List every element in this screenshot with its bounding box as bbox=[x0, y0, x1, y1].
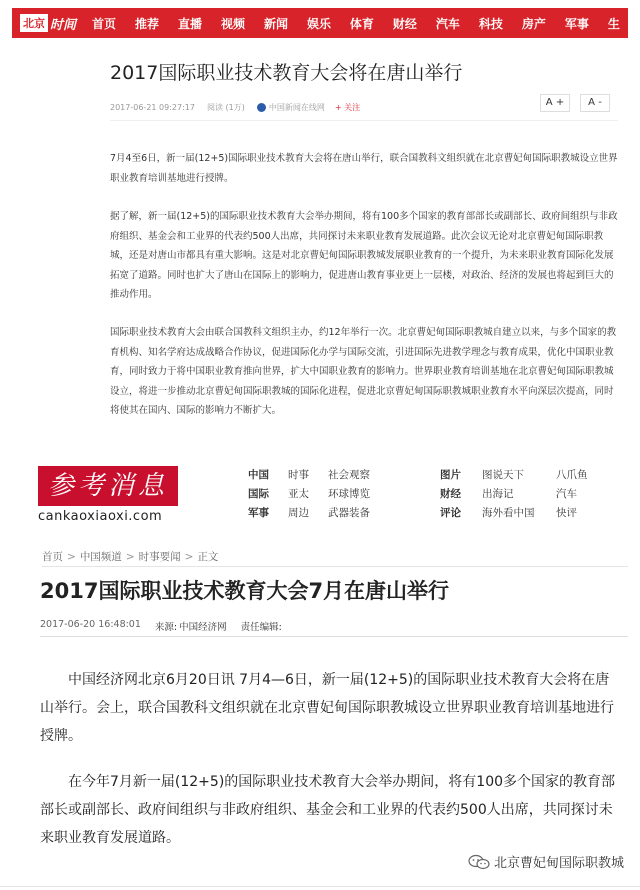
breadcrumb-separator: > bbox=[125, 550, 135, 563]
ck-link-overseas-view[interactable]: 海外看中国 bbox=[482, 507, 535, 519]
font-decrease-button[interactable]: A - bbox=[580, 94, 610, 112]
nav-item-tech[interactable]: 科技 bbox=[478, 16, 503, 31]
ck-link-global-expo[interactable]: 环球博览 bbox=[328, 488, 370, 500]
ck-link-social[interactable]: 社会观察 bbox=[328, 469, 370, 481]
breadcrumb bbox=[42, 549, 218, 564]
ck-cat-military[interactable]: 军事 bbox=[248, 507, 269, 519]
nav-item-realestate[interactable]: 房产 bbox=[521, 16, 546, 31]
bottom-border bbox=[0, 886, 640, 887]
media-logo-icon bbox=[257, 103, 266, 112]
follow-button[interactable]: + 关注 bbox=[334, 102, 361, 112]
article1-source[interactable]: 中国新闻在线网 bbox=[268, 102, 325, 112]
wechat-icon bbox=[468, 854, 490, 870]
article1-paragraph-1: 7月4至6日，新一届(12+5)国际职业技术教育大会将在唐山举行，联合国教科文组织就在北京曹妃甸国际职教城设立世界职业教育培训基地进行授牌。 bbox=[110, 153, 618, 184]
nav-item-news[interactable]: 新闻 bbox=[263, 16, 288, 31]
logo-text: 时间 bbox=[50, 17, 77, 33]
ck-link-asia-pacific[interactable]: 亚太 bbox=[288, 488, 309, 500]
wechat-watermark bbox=[464, 850, 628, 873]
article1-meta bbox=[110, 97, 618, 117]
font-increase-button[interactable]: A + bbox=[540, 94, 570, 112]
cankaoxiaoxi-logo[interactable]: 参考消息 bbox=[38, 466, 178, 506]
nav-item-sports[interactable]: 体育 bbox=[349, 16, 374, 31]
article2-title: 2017国际职业技术教育大会7月在唐山举行 bbox=[40, 579, 450, 603]
ck-link-auto[interactable]: 汽车 bbox=[556, 488, 577, 500]
ck-link-current[interactable]: 时事 bbox=[288, 469, 309, 481]
article2-editor-label: 责任编辑: bbox=[240, 622, 282, 633]
ck-link-quick-comment[interactable]: 快评 bbox=[556, 507, 577, 519]
breadcrumb-separator: > bbox=[184, 550, 194, 563]
ck-link-overseas[interactable]: 出海记 bbox=[482, 488, 514, 500]
ck-cat-photo[interactable]: 图片 bbox=[440, 469, 461, 481]
article2-paragraph-2: 在今年7月新一届(12+5)的国际职业技术教育大会举办期间，将有100多个国家的教育部部长或副部长、政府间组织与非政府组织、基金会和工业界的代表约500人出席，共同探讨未来职业教育发展道路。 bbox=[40, 774, 616, 846]
article1-title: 2017国际职业技术教育大会将在唐山举行 bbox=[110, 62, 463, 84]
nav-item-live[interactable]: 直播 bbox=[177, 16, 202, 31]
breadcrumb-home[interactable]: 首页 bbox=[42, 551, 63, 563]
ck-cat-china[interactable]: 中国 bbox=[248, 469, 269, 481]
breadcrumb-separator: > bbox=[67, 550, 76, 563]
nav-item-finance[interactable]: 财经 bbox=[392, 16, 417, 31]
article1-reads: 阅读 (1万) bbox=[206, 102, 245, 112]
ck-cat-finance[interactable]: 财经 bbox=[440, 488, 461, 500]
cankaoxiaoxi-domain: cankaoxiaoxi.com bbox=[38, 509, 163, 524]
nav-item-home[interactable]: 首页 bbox=[92, 16, 117, 31]
article2-meta bbox=[40, 619, 298, 633]
breadcrumb-current: 正文 bbox=[197, 551, 219, 563]
nav-item-auto[interactable]: 汽车 bbox=[435, 16, 460, 31]
nav-item-entertainment[interactable]: 娱乐 bbox=[306, 16, 331, 31]
nav-items bbox=[82, 15, 628, 32]
ck-link-neighbors[interactable]: 周边 bbox=[288, 507, 309, 519]
nav-item-military[interactable]: 军事 bbox=[564, 16, 589, 31]
watermark-text: 北京曹妃甸国际职教城 bbox=[493, 856, 624, 871]
article2-source-label: 来源: bbox=[154, 622, 178, 633]
ck-link-weapons[interactable]: 武器装备 bbox=[328, 507, 370, 519]
logo-box: 北京 bbox=[20, 14, 48, 32]
nav-item-life[interactable]: 生 bbox=[607, 16, 620, 31]
ck-link-octopus[interactable]: 八爪鱼 bbox=[556, 469, 588, 481]
article1-paragraph-2: 据了解，新一届(12+5)的国际职业技术教育大会举办期间，将有100多个国家的教育部部长或副部长、政府间组织与非政府组织、基金会和工业界的代表约500人出席，共同探讨未来职业教育发展道路。此次会议无论对北京曹妃甸国际职教城，还是对唐山市都具有重大影响。这是对北京曹妃甸国际职教城发展职业教育的一个提升，为未来职业教育国际化发展拓宽了道路。同时也扩大了唐山在国际上的影响力，促进唐山教育事业更上一层楼，对政治、经济的发展也将起到巨大的推动作用。 bbox=[110, 211, 618, 300]
breadcrumb-divider bbox=[42, 566, 628, 567]
article1-date: 2017-06-21 09:27:17 bbox=[110, 102, 195, 112]
ck-cat-intl[interactable]: 国际 bbox=[248, 488, 269, 500]
article1-divider bbox=[110, 120, 618, 121]
site-logo[interactable] bbox=[12, 8, 82, 38]
ck-cat-comment[interactable]: 评论 bbox=[440, 507, 461, 519]
nav-item-video[interactable]: 视频 bbox=[220, 16, 245, 31]
article1-paragraph-3: 国际职业技术教育大会由联合国教科文组织主办，约12年举行一次。北京曹妃甸国际职教城自建立以来，与多个国家的教育机构、知名学府达成战略合作协议，促进国际化办学与国际交流，引进国际先进教学理念与教育成果，优化中国职业教育，同时致力于将中国职业教育推向世界，扩大中国职业教育的影响力。世界职业教育培训基地在北京曹妃甸国际职教城设立，将进一步推动北京曹妃甸国际职教城的国际化进程，促进北京曹妃甸国际职教城职业教育水平向深层次提高，同时将使其在国内、国际的影响力不断扩大。 bbox=[110, 327, 617, 416]
article2-paragraph-1: 中国经济网北京6月20日讯 7月4—6日，新一届(12+5)的国际职业技术教育大会将在唐山举行。会上，联合国教科文组织就在北京曹妃甸国际职教城设立世界职业教育培训基地进行授牌。 bbox=[40, 672, 614, 744]
nav-item-recommend[interactable]: 推荐 bbox=[135, 16, 160, 31]
breadcrumb-news[interactable]: 时事要闻 bbox=[138, 551, 181, 563]
article2-source[interactable]: 中国经济网 bbox=[179, 622, 227, 633]
top-nav-bar bbox=[12, 8, 628, 38]
article2-date: 2017-06-20 16:48:01 bbox=[40, 619, 141, 630]
breadcrumb-china-channel[interactable]: 中国频道 bbox=[79, 551, 122, 563]
article2-divider bbox=[40, 636, 628, 637]
ck-link-world-pics[interactable]: 图说天下 bbox=[482, 469, 524, 481]
